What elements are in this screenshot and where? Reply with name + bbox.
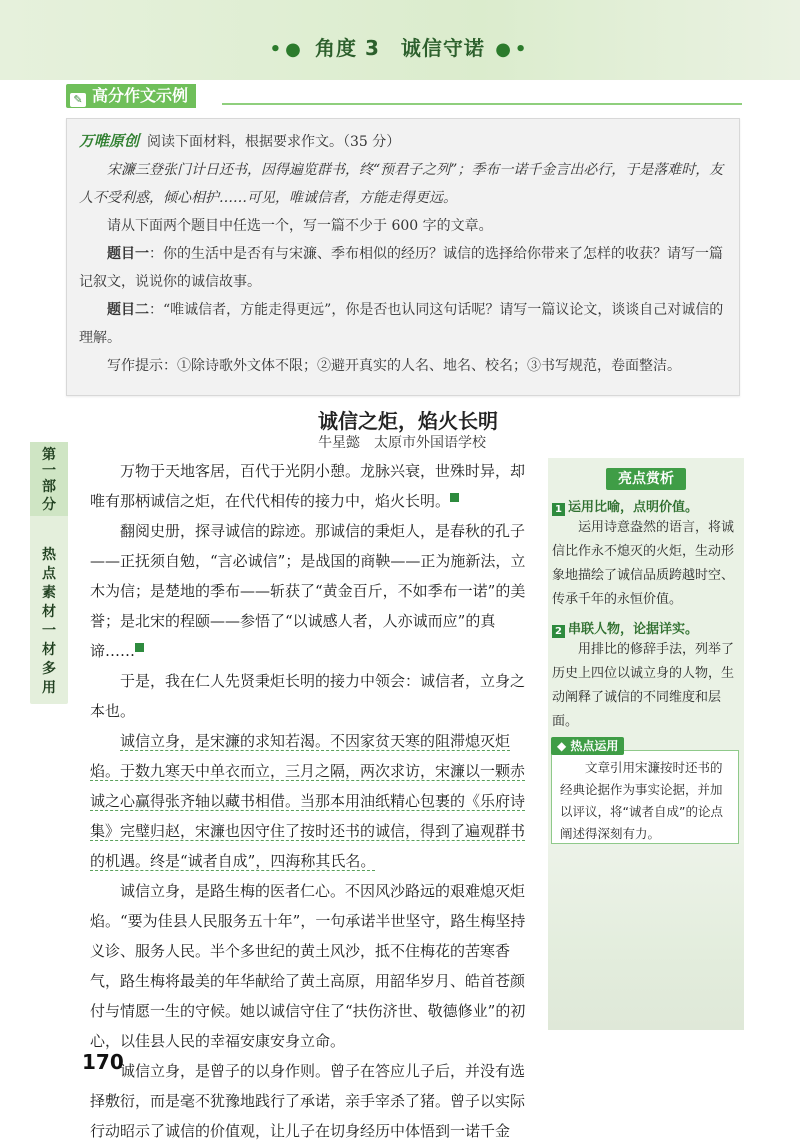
- essay-author: 牛星懿 太原市外国语学校: [318, 435, 486, 451]
- title-char-3: 素: [42, 585, 56, 601]
- essay-paragraph-3: 于是，我在仁人先贤秉炬长明的接力中领会：诚信者，立身之本也。: [90, 672, 526, 720]
- hot-topic-box: [551, 750, 739, 844]
- title-char-2: 点: [42, 566, 56, 582]
- brand-tag: 万唯原创: [79, 132, 140, 150]
- highlight-panel-title: 亮点赏析: [606, 468, 686, 490]
- chapter-header: [0, 32, 800, 61]
- writing-hint: 写作提示：①除诗歌外文体不限；②避开真实的人名、地名、校名；③书写规范，卷面整洁。: [107, 358, 681, 374]
- essay-paragraph-1: [90, 456, 530, 516]
- highlight-number-1: 1: [552, 503, 565, 516]
- title-char-1: 热: [42, 547, 56, 563]
- annotation-marker-1: 1: [450, 493, 459, 502]
- pencil-icon: ✎: [70, 93, 86, 107]
- title-char-7: 多: [42, 661, 56, 677]
- part-char-3: 部: [42, 479, 56, 495]
- title-char-4: 材: [42, 604, 56, 620]
- section-divider: [222, 103, 742, 105]
- prompt-instruction-line: [79, 127, 727, 156]
- highlight-panel-shade: [548, 840, 744, 1030]
- essay-paragraph-4: [90, 726, 530, 876]
- essay-paragraph-2: [90, 516, 530, 666]
- title-char-6: 材: [42, 642, 56, 658]
- hot-topic-tag: [551, 737, 624, 755]
- title-char-8: 用: [42, 680, 56, 696]
- prompt-instruction: 阅读下面材料，根据要求作文。（35 分）: [147, 134, 401, 150]
- topic-one: [79, 240, 727, 296]
- highlight-heading-2-text: 串联人物，论据详实。: [568, 622, 699, 637]
- hot-topic-icon: ◆: [557, 739, 571, 753]
- topic-one-label: 题目一: [107, 246, 149, 262]
- part-char-2: 一: [42, 463, 56, 479]
- prompt-material: 宋濂三登张门计日还书，因得遍览群书，终“预君子之列”；季布一诺千金言出必行，于是落难时，友人不受利惑，倾心相护……可见，唯诚信者，方能走得更远。: [79, 162, 724, 206]
- highlight-heading-2: [552, 618, 738, 638]
- highlight-item-1: [552, 496, 738, 612]
- decor-dots-right: ●•: [484, 39, 531, 60]
- highlight-heading-1-text: 运用比喻，点明价值。: [568, 500, 699, 515]
- side-tab-part: [30, 442, 68, 516]
- essay-title: 诚信之炬，焰火长明: [318, 409, 498, 433]
- hot-topic-text: 文章引用宋濂按时还书的经典论据作为事实论据，并加以评议，将“诚者自成”的论点阐述得深刻有力。: [560, 760, 723, 841]
- essay-paragraph-6: 诚信立身，是曾子的以身作则。曾子在答应儿子后，并没有选择敷衍，而是毫不犹豫地践行了承诺，亲手宰杀了猪。曾子以实际行动昭示了诚信的价值观，让儿子在切身经历中体悟到一诺千金: [90, 1062, 526, 1140]
- hot-topic-label: 热点运用: [570, 739, 619, 753]
- page-number: 170: [82, 1050, 124, 1074]
- highlight-item-2: [552, 618, 738, 734]
- title-char-5: 一: [42, 623, 56, 639]
- part-char-4: 分: [42, 497, 56, 513]
- annotation-marker-2: 2: [135, 643, 144, 652]
- topic-two-label: 题目二: [107, 302, 149, 318]
- highlight-number-2: 2: [552, 625, 565, 638]
- prompt-content: [79, 127, 727, 380]
- highlight-text-2: 用排比的修辞手法，列举了历史上四位以诚立身的人物，生动阐释了诚信的不同维度和层面。: [552, 642, 735, 729]
- chapter-title: 角度 3 诚信守诺: [315, 36, 485, 60]
- essay-paragraph-5: 诚信立身，是路生梅的医者仁心。不因风沙路远的艰难熄灭炬焰。“要为佳县人民服务五十年”，一句承诺半世坚守，路生梅坚持义诊、服务人民。半个多世纪的黄土风沙，抵不住梅花的苦寒香气，路生梅将最美的年华献给了黄土高原，用韶华岁月、皓首苍颜付与情愿一生的守候。她以诚信守住了“扶伤济世、敬德修业”的初心，以佳县人民的幸福安康安身立命。: [90, 882, 526, 1050]
- topic-two-text: ：“唯诚信者，方能走得更远”，你是否也认同这句话呢？请写一篇议论文，谈谈自己对诚信的理解。: [79, 302, 724, 346]
- highlight-heading-1: [552, 496, 738, 516]
- highlight-text-1: 运用诗意盎然的语言，将诚信比作永不熄灭的火炬，生动形象地描绘了诚信品质跨越时空、传承千年的永恒价值。: [552, 520, 735, 607]
- section-label: [66, 84, 196, 108]
- prompt-task: 请从下面两个题目中任选一个，写一篇不少于 600 字的文章。: [107, 218, 493, 234]
- essay-p2-text: 翻阅史册，探寻诚信的踪迹。那诚信的秉炬人，是春秋的孔子——正抚须自勉，“言必诚信”；是战国的商鞅——正为施新法，立木为信；是楚地的季布——斩获了“黄金百斤，不如季布一诺”的美誉；是北宋的程颐——参悟了“以诚感人者，人亦诚而应”的真谛……: [90, 522, 526, 660]
- side-tab-title: [30, 546, 68, 706]
- essay-p1-text: 万物于天地客居，百代于光阴小憩。龙脉兴衰，世殊时异，却唯有那柄诚信之炬，在代代相传的接力中，焰火长明。: [90, 462, 526, 510]
- topic-one-text: ：你的生活中是否有与宋濂、季布相似的经历？诚信的选择给你带来了怎样的收获？请写一篇记叙文，说说你的诚信故事。: [79, 246, 723, 290]
- section-label-text: 高分作文示例: [92, 86, 189, 105]
- decor-dots-left: •●: [269, 39, 316, 60]
- topic-two: [79, 296, 727, 352]
- part-char-1: 第: [42, 447, 56, 463]
- essay-body: [90, 456, 530, 1146]
- essay-p4-underlined: 诚信立身，是宋濂的求知若渴。不因家贫天寒的阻滞熄灭炬焰。于数九寒天中单衣而立，三月之隔，两次求访，宋濂以一颗赤诚之心赢得张齐轴以藏书相借。当那本用油纸精心包裹的《乐府诗集》完璧归赵，宋濂也因守住了按时还书的诚信，得到了遍观群书的机遇。终是“诚者自成”，四海称其氏名。: [90, 732, 526, 870]
- prompt-box: [66, 118, 740, 396]
